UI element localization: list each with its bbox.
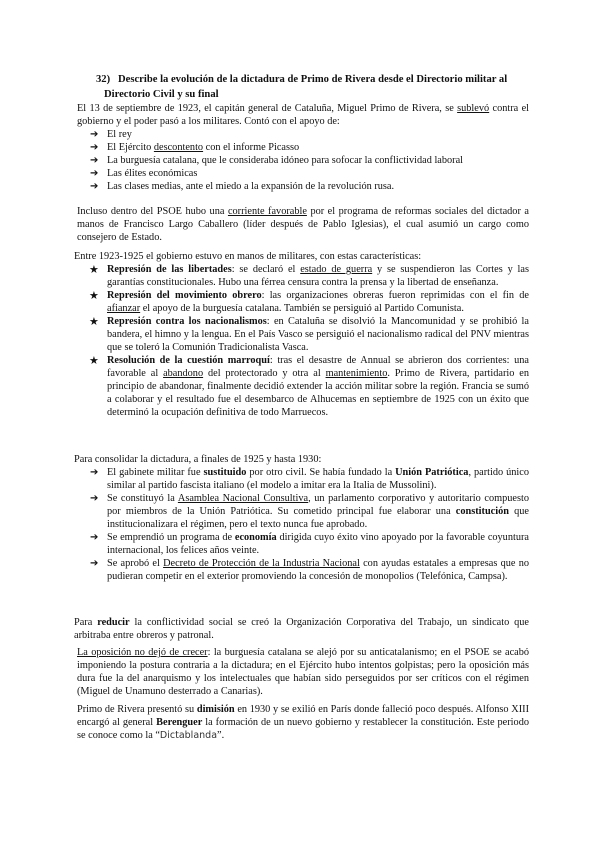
psoe-section (74, 205, 529, 244)
psoe-text-end: por el programa de reformas sociales del dictador a manos de Francisco Largo Caballero (líder después de Pablo Iglesias), el cual asumió un cargo como consejero de Estado. (77, 206, 529, 243)
list-item (74, 466, 529, 492)
psoe-keyword: corriente favorable (227, 206, 307, 217)
characteristic-heading: Resolución de la cuestión marroquí (107, 355, 270, 366)
civil-directory-section (74, 453, 529, 583)
arrow-bullet-icon: ➔ (90, 467, 99, 478)
list-item-text: El rey (107, 129, 132, 140)
list-item-text-end: , partido único similar al partido fascista italiano (el modelo a imitar era la Italia de Mussolini). (107, 467, 529, 491)
star-bullet-icon: ★ (89, 315, 99, 328)
list-item-text-end: con ayudas estatales a empresas que no pudieran competir en el exterior promoviendo la concesión de monopolios (Telefónica, Campsa). (107, 558, 530, 582)
ending-quote: Dictablanda (159, 730, 218, 741)
question-title (96, 73, 536, 102)
opposition-keyword: La oposición no dejó de crecer (77, 647, 208, 658)
list-item-keyword: Asamblea Nacional Consultiva (177, 493, 309, 504)
list-item-keyword-2: Unión Patriótica (395, 467, 469, 478)
list-item (74, 289, 529, 315)
list-item (74, 128, 529, 141)
consolidation-list (74, 466, 529, 583)
labour-section (74, 616, 529, 642)
ending-paragraph (74, 703, 529, 742)
psoe-text: Incluso dentro del PSOE hubo una (77, 206, 228, 217)
arrow-bullet-icon: ➔ (90, 532, 99, 543)
ending-text-mid-2: la formación de un nuevo gobierno y restablecer la constitución. Este periodo se conoce como la “ (77, 717, 529, 741)
characteristic-keyword-2: mantenimiento (325, 368, 388, 379)
list-item (74, 315, 529, 354)
period1-paragraph: Entre 1923-1925 el gobierno estuvo en manos de militares, con estas características: (74, 251, 422, 262)
characteristic-text-end: el apoyo de la burguesía catalana. También se persiguió al Partido Comunista. (140, 303, 464, 314)
arrow-bullet-icon: ➔ (90, 142, 99, 153)
characteristics-list (74, 263, 529, 419)
characteristic-text: : en Cataluña se disolvió la Mancomunidad y se prohibió la bandera, el himno y la lengua. En el País Vasco se persiguió el nacionalismo radical del PNV mientras que se toleró la Comunión Tradicionalista Vasca. (107, 316, 529, 353)
question-number: 32) (96, 74, 111, 85)
characteristic-text-mid: del protectorado y otra al (203, 368, 326, 379)
intro-paragraph (74, 102, 529, 128)
ending-keyword-2: Berenguer (156, 717, 203, 728)
ending-section (74, 703, 529, 742)
list-item-text-end: que institucionalizara el régimen, pero el texto nunca fue aprobado. (107, 506, 529, 530)
characteristic-text-end: y se suspendieron las Cortes y las garantías constitucionales. Hubo una férrea censura contra la prensa y la libertad de enseñanza. (107, 264, 529, 288)
title-line-2: Directorio Civil y su final (104, 88, 219, 100)
list-item-text: Se aprobó el (107, 558, 164, 569)
star-bullet-icon: ★ (89, 263, 99, 276)
list-item (74, 167, 529, 180)
characteristic-text-end: . Primo de Rivera, partidario en principio de abandonar, finalmente decidió extender la acción militar sobre la región. Francia se sumó a colaborar y el resultado fue el desembarco de Alhucemas en septiembre de 1925 con un éxito que determinó la ocupación definitiva de todo Marruecos. (107, 368, 529, 418)
characteristic-heading: Represión contra los nacionalismos (107, 316, 267, 327)
list-item-text: Se emprendió un programa de (107, 532, 235, 543)
support-list (74, 128, 529, 193)
list-item-text-mid: , un parlamento corporativo y autoritario compuesto por miembros de la Unión Patriótica. Su cometido principal fue elaborar una (107, 493, 529, 517)
characteristic-text: : tras el desastre de Annual se abrieron dos corrientes: una favorable al (107, 355, 529, 379)
intro-text-end: contra el gobierno y el poder pasó a los militares. Contó con el apoyo de: (77, 103, 529, 127)
intro-keyword: sublevó (457, 103, 490, 114)
period2-paragraph: Para consolidar la dictadura, a finales de 1925 y hasta 1930: (74, 454, 322, 465)
reduce-text-end: la conflictividad social se creó la Organización Corporativa del Trabajo, un sindicato que arbitraba entre obreros y patronal. (74, 617, 530, 641)
reduce-paragraph (74, 616, 529, 642)
list-item-text: La burguesía catalana, que le consideraba idóneo para sofocar la conflictividad laboral (107, 155, 464, 166)
list-item (74, 180, 529, 193)
arrow-bullet-icon: ➔ (90, 155, 99, 166)
arrow-bullet-icon: ➔ (90, 129, 99, 140)
arrow-bullet-icon: ➔ (90, 493, 99, 504)
ending-text-end: ”. (217, 730, 225, 741)
psoe-paragraph (74, 205, 529, 244)
list-item-text: El Ejército (107, 142, 154, 153)
list-item (74, 141, 529, 154)
list-item (74, 154, 529, 167)
characteristic-keyword: afianzar (107, 303, 141, 314)
list-item-text-end: con el informe Picasso (203, 142, 300, 153)
ending-text: Primo de Rivera presentó su (77, 704, 197, 715)
star-bullet-icon: ★ (89, 289, 99, 302)
list-item-keyword: descontento (153, 142, 204, 153)
list-item-text: El gabinete militar fue (107, 467, 204, 478)
list-item-text: Las élites económicas (107, 168, 198, 179)
list-item-keyword: economía (234, 532, 277, 543)
list-item-text: Las clases medias, ante el miedo a la expansión de la revolución rusa. (107, 181, 395, 192)
opposition-section (74, 646, 529, 698)
characteristic-heading: Represión del movimiento obrero (107, 290, 262, 301)
reduce-text: Para (74, 617, 98, 628)
list-item-text-end: dirigida cuyo éxito vino apoyado por la favorable coyuntura internacional, los felices años veinte. (107, 532, 529, 556)
opposition-paragraph (74, 646, 529, 698)
list-item (74, 531, 529, 557)
list-item (74, 354, 529, 419)
list-item-text: Se constituyó la (107, 493, 178, 504)
title-line-1: Describe la evolución de la dictadura de Primo de Rivera desde el Directorio militar al (118, 74, 508, 85)
star-bullet-icon: ★ (89, 354, 99, 367)
ending-keyword: dimisión (196, 704, 235, 715)
characteristic-text: : las organizaciones obreras fueron reprimidas con el fin de (261, 290, 529, 301)
reduce-keyword: reducir (97, 617, 130, 628)
characteristic-keyword: abandono (163, 368, 204, 379)
arrow-bullet-icon: ➔ (90, 168, 99, 179)
intro-section (74, 102, 529, 193)
list-item (74, 492, 529, 531)
ending-text-mid: en 1930 y se exilió en París donde falleció poco después. Alfonso XIII encargó al general (77, 704, 529, 728)
list-item-text-mid: por otro civil. Se había fundado la (246, 467, 396, 478)
arrow-bullet-icon: ➔ (90, 558, 99, 569)
list-item (74, 557, 529, 583)
list-item-keyword: sustituido (203, 467, 247, 478)
intro-text: El 13 de septiembre de 1923, el capitán general de Cataluña, Miguel Primo de Rivera, se (77, 103, 458, 114)
characteristic-keyword: estado de guerra (300, 264, 373, 275)
opposition-text: : la burguesía catalana se alejó por su anticatalanismo; en el PSOE se acabó imponiendo la postura contraria a la dictadura; en el Ejército hubo intentos golpistas; pero la oposición más dura fue la del anarquismo y los intelectuales que habían sido perseguidos por ser críticos con el régimen (Miguel de Unamuno desterrado a Canarias). (77, 647, 530, 697)
list-item (74, 263, 529, 289)
list-item-keyword: Decreto de Protección de la Industria Nacional (163, 558, 360, 569)
military-directory-section (74, 250, 529, 419)
list-item-keyword-2: constitución (455, 506, 509, 517)
arrow-bullet-icon: ➔ (90, 181, 99, 192)
characteristic-heading: Represión de las libertades (107, 264, 232, 275)
characteristic-text: : se declaró el (231, 264, 301, 275)
